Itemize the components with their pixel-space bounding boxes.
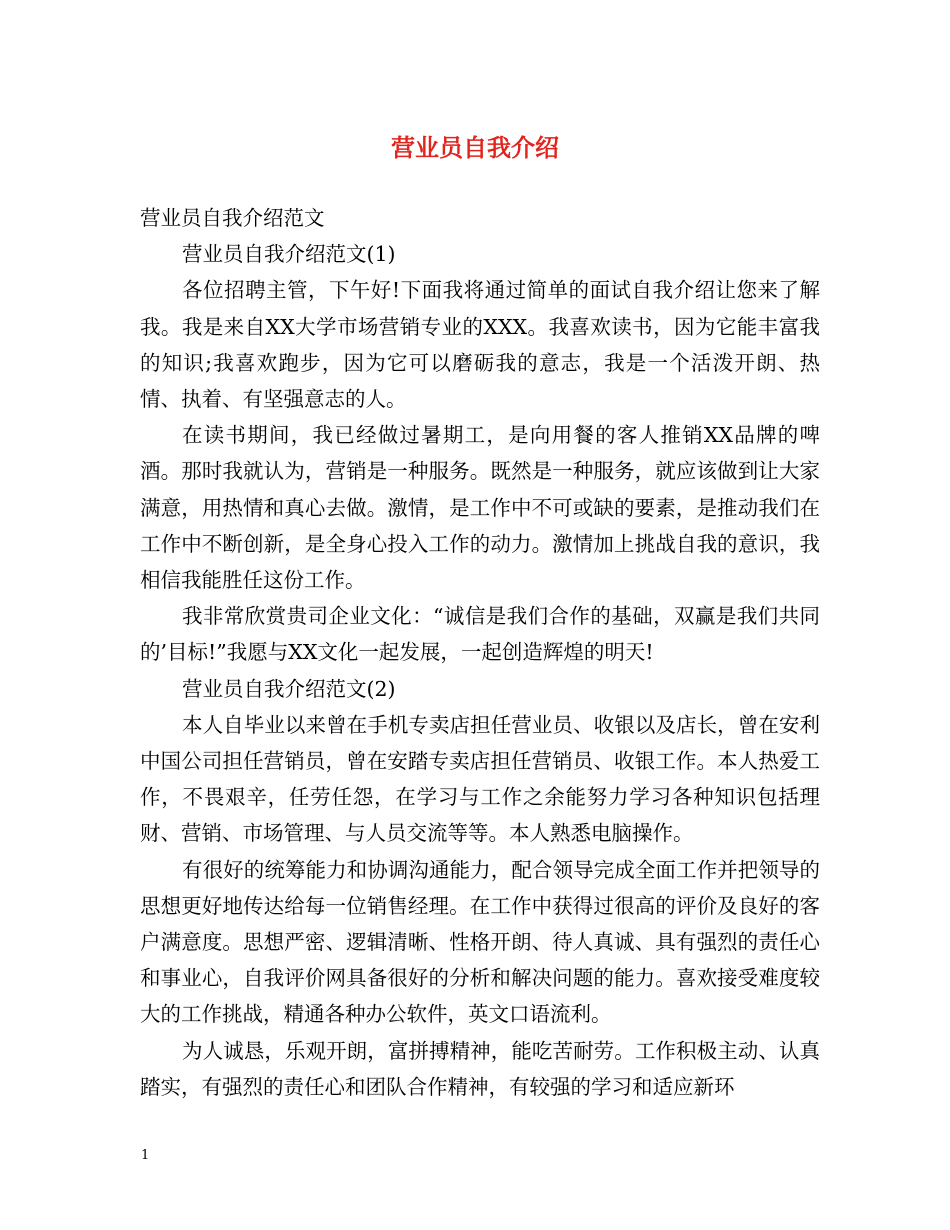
paragraph: 营业员自我介绍范文(2): [182, 676, 396, 701]
page-number: 1: [141, 1148, 150, 1163]
paragraph: 为人诚恳，乐观开朗，富拼搏精神，能吃苦耐劳。工作积极主动、认真踏实，有强烈的责任心和团队合作精神，有较强的学习和适应新环: [140, 1038, 820, 1099]
paragraph: 营业员自我介绍范文(1): [182, 242, 396, 267]
paragraph: 各位招聘主管，下午好!下面我将通过简单的面试自我介绍让您来了解我。我是来自XX大学市场营销专业的XXX。我喜欢读书，因为它能丰富我的知识;我喜欢跑步，因为它可以磨砺我的意志，我是一个活泼开朗、热情、执着、有坚强意志的人。: [140, 278, 820, 412]
paragraph: 我非常欣赏贵司企业文化：“诚信是我们合作的基础，双赢是我们共同的’目标!”我愿与XX文化一起发展，一起创造辉煌的明天!: [140, 604, 820, 665]
paragraph: 营业员自我介绍范文: [140, 206, 325, 230]
document-title: 营业员自我介绍: [391, 134, 559, 162]
paragraph: 有很好的统筹能力和协调沟通能力，配合领导完成全面工作并把领导的思想更好地传达给每一位销售经理。在工作中获得过很高的评价及良好的客户满意度。思想严密、逻辑清晰、性格开朗、待人真诚、具有强烈的责任心和事业心，自我评价网具备很好的分析和解决问题的能力。喜欢接受难度较大的工作挑战，精通各种办公软件，英文口语流利。: [140, 857, 820, 1027]
document-body: [140, 200, 820, 1105]
paragraph: 本人自毕业以来曾在手机专卖店担任营业员、收银以及店长，曾在安利中国公司担任营销员，曾在安踏专卖店担任营销员、收银工作。本人热爱工作，不畏艰辛，任劳任怨，在学习与工作之余能努力学习各种知识包括理财、营销、市场管理、与人员交流等等。本人熟悉电脑操作。: [140, 712, 820, 846]
paragraph: 在读书期间，我已经做过暑期工，是向用餐的客人推销XX品牌的啤酒。那时我就认为，营销是一种服务。既然是一种服务，就应该做到让大家满意，用热情和真心去做。激情，是工作中不可或缺的要素，是推动我们在工作中不断创新，是全身心投入工作的动力。激情加上挑战自我的意识，我相信我能胜任这份工作。: [140, 423, 820, 593]
